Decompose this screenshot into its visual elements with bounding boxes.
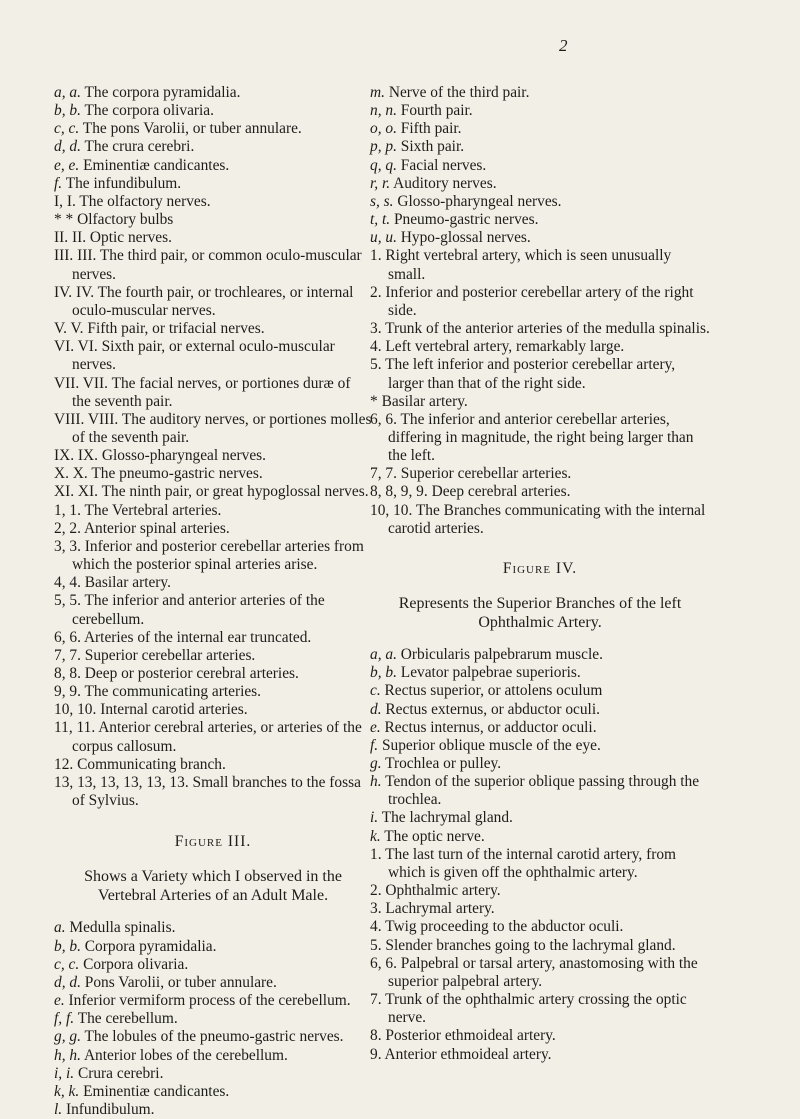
list-item xyxy=(54,211,372,229)
entry-text: Optic nerves. xyxy=(89,229,172,247)
entry-key: 4. xyxy=(370,338,382,356)
entry-text: The optic nerve. xyxy=(384,827,485,845)
entry-key: g. xyxy=(370,755,382,772)
entry-text: Trochlea or pulley. xyxy=(385,755,502,772)
entry-text: Olfactory bulbs xyxy=(77,211,174,229)
entry-key: d, d. xyxy=(54,138,81,156)
list-item xyxy=(370,991,710,1027)
entry-key: g, g. xyxy=(54,1028,81,1046)
entry-key: s, s. xyxy=(370,192,394,210)
entry-key: 10, 10. xyxy=(54,701,97,719)
entry-text: The inferior and anterior arteries of the cerebellum. xyxy=(72,592,325,628)
list-item xyxy=(54,520,372,538)
entry-text: Anterior lobes of the cerebellum. xyxy=(83,1046,288,1064)
left-entry-list xyxy=(54,84,372,810)
list-item xyxy=(54,1010,372,1028)
entry-key: 2. xyxy=(370,882,382,900)
list-item xyxy=(370,102,710,120)
entry-key: 4, 4. xyxy=(54,574,81,592)
list-item xyxy=(370,320,710,338)
list-item xyxy=(370,664,710,682)
entry-text: The inferior and anterior cerebellar arteries, differing in magnitude, the right being larger than the left. xyxy=(388,410,694,465)
list-item xyxy=(370,411,710,465)
entry-key: i, i. xyxy=(54,1064,75,1082)
list-item xyxy=(54,193,372,211)
entry-key: m. xyxy=(370,84,385,101)
entry-key: 6, 6. xyxy=(370,410,397,428)
entry-text: Glosso-pharyngeal nerves. xyxy=(101,447,267,465)
entry-text: The third pair, or common oculo-muscular nerves. xyxy=(72,247,362,283)
figure-iv-entry-list xyxy=(370,646,710,1064)
list-item xyxy=(54,138,372,156)
entry-text: The communicating arteries. xyxy=(84,683,262,701)
entry-text: Levator palpebrae superioris. xyxy=(400,664,581,682)
entry-key: d. xyxy=(370,700,382,718)
entry-key: u, u. xyxy=(370,229,397,247)
entry-text: Corpora olivaria. xyxy=(83,955,189,973)
entry-key: 3. xyxy=(370,320,382,338)
entry-text: Hypo-glossal nerves. xyxy=(400,229,531,247)
entry-text: The infundibulum. xyxy=(65,174,182,192)
list-item xyxy=(370,193,710,211)
entry-text: The corpora olivaria. xyxy=(84,102,214,120)
entry-text: The pons Varolii, or tuber annulare. xyxy=(82,120,302,138)
list-item xyxy=(54,574,372,592)
entry-key: 8, 8, 9, 9. xyxy=(370,483,428,501)
list-item xyxy=(370,900,710,918)
list-item xyxy=(370,937,710,955)
entry-key: 13, 13, 13, 13, 13, 13. xyxy=(54,773,189,791)
entry-text: Posterior ethmoideal artery. xyxy=(385,1027,556,1045)
entry-text: Twig proceeding to the abductor oculi. xyxy=(385,918,624,936)
entry-text: Superior cerebellar arteries. xyxy=(84,646,256,664)
entry-key: 6, 6. xyxy=(54,628,81,646)
list-item xyxy=(54,1047,372,1065)
list-item xyxy=(54,592,372,628)
entry-text: Superior cerebellar arteries. xyxy=(400,465,572,483)
entry-text: Corpora pyramidalia. xyxy=(84,937,217,955)
entry-text: Fourth pair. xyxy=(400,102,473,120)
entry-key: c, c. xyxy=(54,955,80,973)
entry-key: 9, 9. xyxy=(54,683,81,701)
list-item xyxy=(54,375,372,411)
entry-text: Ophthalmic artery. xyxy=(385,882,501,900)
list-item xyxy=(370,809,710,827)
entry-text: Nerve of the third pair. xyxy=(388,84,530,101)
list-item xyxy=(370,284,710,320)
entry-key: 5, 5. xyxy=(54,592,81,610)
list-item xyxy=(370,393,710,411)
entry-key: XI. XI. xyxy=(54,483,99,501)
list-item xyxy=(54,157,372,175)
list-item xyxy=(54,320,372,338)
list-item xyxy=(54,974,372,992)
right-column xyxy=(370,84,710,1064)
list-item xyxy=(370,918,710,936)
entry-text: Right vertebral artery, which is seen unusually small. xyxy=(385,247,672,283)
entry-text: The lachrymal gland. xyxy=(381,809,513,827)
entry-key: b, b. xyxy=(370,664,397,682)
entry-key: o, o. xyxy=(370,120,397,138)
entry-text: Facial nerves. xyxy=(400,156,487,174)
entry-key: h. xyxy=(370,773,382,791)
page-number: 2 xyxy=(559,36,568,55)
entry-key: b, b. xyxy=(54,102,81,120)
list-item xyxy=(54,956,372,974)
entry-key: d, d. xyxy=(54,973,81,991)
entry-key: 2. xyxy=(370,283,382,301)
list-item xyxy=(370,247,710,283)
entry-key: 5. xyxy=(370,936,382,954)
entry-text: Infundibulum. xyxy=(65,1100,155,1118)
entry-key: 8. xyxy=(370,1027,382,1045)
list-item xyxy=(370,719,710,737)
list-item xyxy=(54,538,372,574)
entry-text: Internal carotid arteries. xyxy=(100,701,248,719)
entry-text: Inferior vermiform process of the cerebellum. xyxy=(68,992,351,1010)
list-item xyxy=(370,828,710,846)
entry-text: Lachrymal artery. xyxy=(385,900,495,918)
entry-key: * xyxy=(370,392,378,410)
entry-key: 5. xyxy=(370,356,382,374)
entry-key: t, t. xyxy=(370,211,391,229)
left-column xyxy=(54,84,372,1119)
list-item xyxy=(370,175,710,193)
entry-text: Eminentiæ candicantes. xyxy=(83,1082,230,1100)
entry-text: Inferior and posterior cerebellar artery of the right side. xyxy=(385,283,694,319)
list-item xyxy=(370,229,710,247)
list-item xyxy=(54,84,372,102)
list-item xyxy=(54,447,372,465)
entry-key: n, n. xyxy=(370,102,397,120)
entry-key: * * xyxy=(54,211,74,229)
list-item xyxy=(54,483,372,501)
entry-text: Rectus externus, or abductor oculi. xyxy=(385,700,600,718)
entry-key: 7, 7. xyxy=(370,465,397,483)
list-item xyxy=(370,502,710,538)
entry-text: The facial nerves, or portiones duræ of the seventh pair. xyxy=(72,374,351,410)
entry-key: 1, 1. xyxy=(54,501,81,519)
list-item xyxy=(54,665,372,683)
right-entry-list xyxy=(370,84,710,538)
entry-text: The ninth pair, or great hypoglossal nerves. xyxy=(101,483,369,501)
entry-key: i. xyxy=(370,809,379,827)
entry-text: Auditory nerves. xyxy=(393,174,497,192)
list-item xyxy=(54,284,372,320)
list-item xyxy=(370,846,710,882)
entry-key: a. xyxy=(54,919,66,937)
figure-iv-heading: Figure IV. xyxy=(502,559,578,577)
figure-iii-intro: Shows a Variety which I observed in the Vertebral Arteries of an Adult Male. xyxy=(84,868,342,905)
entry-key: e. xyxy=(54,992,65,1010)
entry-text: The cerebellum. xyxy=(77,1010,178,1028)
list-item xyxy=(370,1027,710,1045)
entry-key: b, b. xyxy=(54,937,81,955)
entry-text: Communicating branch. xyxy=(77,755,226,773)
entry-key: l. xyxy=(54,1100,63,1118)
entry-text: The last turn of the internal carotid artery, from which is given off the ophthalmic artery. xyxy=(385,845,677,881)
entry-text: Medulla spinalis. xyxy=(69,919,176,937)
figure-iii-heading: Figure III. xyxy=(174,833,252,851)
entry-text: Eminentiæ candicantes. xyxy=(83,156,230,174)
entry-text: Tendon of the superior oblique passing through the trochlea. xyxy=(385,773,700,809)
entry-text: Fifth pair, or trifacial nerves. xyxy=(87,320,265,338)
entry-key: 11, 11. xyxy=(54,719,96,737)
entry-text: Fifth pair. xyxy=(400,120,462,138)
entry-text: Deep or posterior cerebral arteries. xyxy=(84,665,299,682)
list-item xyxy=(370,356,710,392)
entry-text: The corpora pyramidalia. xyxy=(84,84,241,101)
list-item xyxy=(370,1046,710,1064)
list-item xyxy=(54,756,372,774)
entry-text: Trunk of the ophthalmic artery crossing the optic nerve. xyxy=(385,991,687,1027)
figure-iii-entry-list xyxy=(54,919,372,1119)
entry-text: Crura cerebri. xyxy=(77,1064,164,1082)
entry-text: Trunk of the anterior arteries of the medulla spinalis. xyxy=(385,320,710,338)
entry-key: IX. IX. xyxy=(54,447,99,465)
entry-text: Basilar artery. xyxy=(381,392,468,410)
entry-key: q, q. xyxy=(370,156,397,174)
entry-text: The Vertebral arteries. xyxy=(84,501,222,519)
list-item xyxy=(370,465,710,483)
entry-key: e. xyxy=(370,718,381,736)
entry-text: The crura cerebri. xyxy=(84,138,195,156)
list-item xyxy=(370,701,710,719)
entry-key: p, p. xyxy=(370,138,397,156)
entry-text: Basilar artery. xyxy=(84,574,171,592)
entry-key: 7, 7. xyxy=(54,646,81,664)
entry-key: f. xyxy=(370,736,379,754)
list-item xyxy=(370,138,710,156)
figure-iv-intro: Represents the Superior Branches of the left Ophthalmic Artery. xyxy=(398,595,682,632)
entry-key: II. II. xyxy=(54,229,87,247)
list-item xyxy=(54,338,372,374)
entry-key: f, f. xyxy=(54,1010,75,1028)
entry-text: Orbicularis palpebrarum muscle. xyxy=(400,646,603,664)
entry-text: Superior oblique muscle of the eye. xyxy=(381,736,601,754)
entry-key: 3. xyxy=(370,900,382,918)
list-item xyxy=(370,338,710,356)
entry-key: VIII. VIII. xyxy=(54,410,119,428)
entry-key: 9. xyxy=(370,1045,382,1063)
entry-text: Sixth pair, or external oculo-muscular nerves. xyxy=(72,338,335,374)
entry-text: Inferior and posterior cerebellar arteries from which the posterior spinal arteries arise. xyxy=(72,537,364,574)
entry-key: 7. xyxy=(370,991,382,1009)
entry-key: 10, 10. xyxy=(370,501,413,519)
entry-key: 8, 8. xyxy=(54,665,81,682)
entry-key: V. V. xyxy=(54,320,84,338)
list-item xyxy=(54,465,372,483)
list-item xyxy=(370,882,710,900)
list-item xyxy=(54,102,372,120)
list-item xyxy=(54,1028,372,1046)
entry-text: Rectus internus, or adductor oculi. xyxy=(384,718,597,736)
entry-key: I, I. xyxy=(54,192,76,210)
list-item xyxy=(54,938,372,956)
list-item xyxy=(54,1101,372,1119)
entry-key: c, c. xyxy=(54,120,80,138)
entry-key: III. III. xyxy=(54,247,97,265)
entry-key: a, a. xyxy=(370,646,397,664)
entry-key: 2, 2. xyxy=(54,519,81,537)
list-item xyxy=(54,502,372,520)
entry-text: The left inferior and posterior cerebellar artery, larger than that of the right side. xyxy=(385,356,676,392)
entry-text: Anterior ethmoideal artery. xyxy=(384,1045,552,1063)
entry-key: f. xyxy=(54,174,63,192)
entry-text: Anterior cerebral arteries, or arteries of the corpus callosum. xyxy=(72,719,362,755)
list-item xyxy=(54,1083,372,1101)
entry-text: Slender branches going to the lachrymal gland. xyxy=(385,936,676,954)
entry-text: The olfactory nerves. xyxy=(79,192,211,210)
entry-text: Glosso-pharyngeal nerves. xyxy=(397,192,562,210)
list-item xyxy=(54,701,372,719)
list-item xyxy=(370,211,710,229)
entry-key: h, h. xyxy=(54,1046,81,1064)
entry-key: X. X. xyxy=(54,465,88,483)
entry-text: Sixth pair. xyxy=(400,138,465,156)
entry-key: 6, 6. xyxy=(370,954,397,972)
entry-text: The Branches communicating with the internal carotid arteries. xyxy=(388,501,706,537)
entry-text: The pneumo-gastric nerves. xyxy=(91,465,263,483)
entry-key: 1. xyxy=(370,247,382,265)
list-item xyxy=(54,247,372,283)
entry-key: a, a. xyxy=(54,84,81,101)
entry-key: c. xyxy=(370,682,381,700)
entry-key: 12. xyxy=(54,755,74,773)
list-item xyxy=(370,755,710,773)
list-item xyxy=(370,157,710,175)
entry-key: VI. VI. xyxy=(54,338,98,356)
entry-text: Arteries of the internal ear truncated. xyxy=(83,628,312,646)
list-item xyxy=(370,682,710,700)
list-item xyxy=(54,992,372,1010)
list-item xyxy=(54,719,372,755)
entry-text: Deep cerebral arteries. xyxy=(431,483,571,501)
list-item xyxy=(54,411,372,447)
list-item xyxy=(54,175,372,193)
list-item xyxy=(54,229,372,247)
entry-text: Pneumo-gastric nerves. xyxy=(393,211,539,229)
entry-text: Left vertebral artery, remarkably large. xyxy=(385,338,625,356)
entry-text: Pons Varolii, or tuber annulare. xyxy=(84,973,277,991)
list-item xyxy=(370,483,710,501)
list-item xyxy=(54,629,372,647)
entry-text: Palpebral or tarsal artery, anastomosing with the superior palpebral artery. xyxy=(388,954,698,990)
entry-text: The lobules of the pneumo-gastric nerves. xyxy=(84,1028,344,1046)
entry-text: Anterior spinal arteries. xyxy=(83,519,230,537)
entry-key: IV. IV. xyxy=(54,283,95,301)
list-item xyxy=(54,919,372,937)
list-item xyxy=(54,647,372,665)
entry-key: 4. xyxy=(370,918,382,936)
entry-text: The fourth pair, or trochleares, or internal oculo-muscular nerves. xyxy=(72,283,354,319)
entry-key: VII. VII. xyxy=(54,374,108,392)
list-item xyxy=(54,1065,372,1083)
list-item xyxy=(370,773,710,809)
entry-key: 1. xyxy=(370,845,382,863)
entry-key: 3, 3. xyxy=(54,537,81,555)
list-item xyxy=(54,120,372,138)
entry-text: The auditory nerves, or portiones molles of the seventh pair. xyxy=(72,410,372,446)
list-item xyxy=(370,84,710,102)
entry-key: r, r. xyxy=(370,174,391,192)
list-item xyxy=(370,955,710,991)
list-item xyxy=(370,737,710,755)
entry-key: k, k. xyxy=(54,1082,80,1100)
entry-key: e, e. xyxy=(54,156,80,174)
entry-key: k. xyxy=(370,827,381,845)
entry-text: Rectus superior, or attolens oculum xyxy=(384,682,603,700)
list-item xyxy=(54,774,372,810)
list-item xyxy=(54,683,372,701)
list-item xyxy=(370,646,710,664)
list-item xyxy=(370,120,710,138)
entry-text: Small branches to the fossa of Sylvius. xyxy=(72,773,361,810)
